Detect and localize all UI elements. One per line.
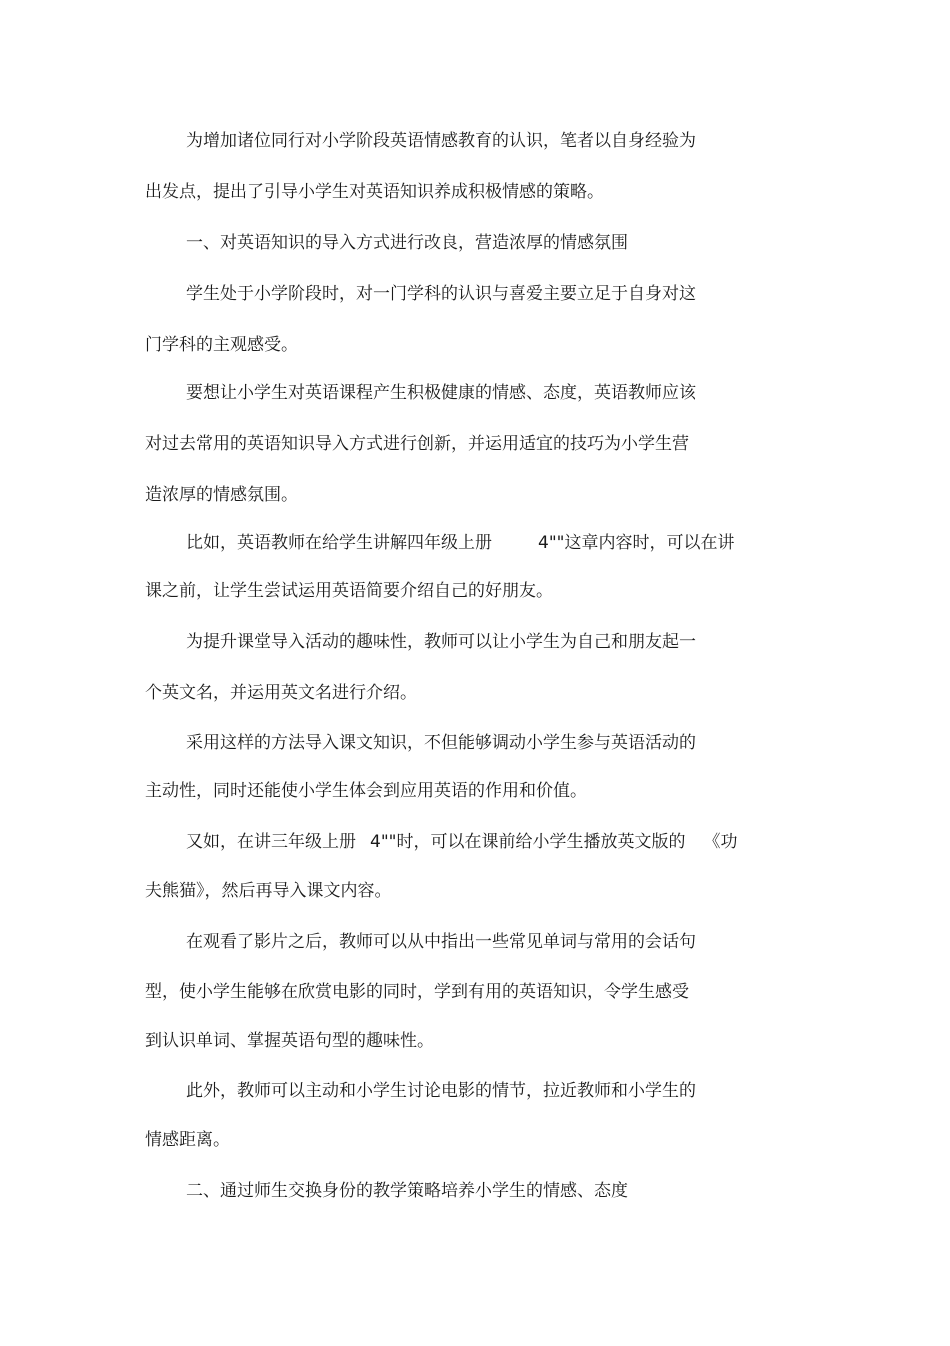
text-line: 学生处于小学阶段时，对一门学科的认识与喜爱主要立足于自身对这	[186, 284, 696, 304]
text-segment: 这章内容时，可以在讲	[564, 533, 735, 553]
text-line: 采用这样的方法导入课文知识，不但能够调动小学生参与英语活动的	[186, 733, 696, 753]
text-segment: 比如，英语教师在给学生讲解四年级上册	[186, 533, 492, 553]
text-segment: 4""	[370, 832, 397, 852]
text-line: 到认识单词、掌握英语句型的趣味性。	[145, 1031, 434, 1051]
text-line: 型，使小学生能够在欣赏电影的同时，学到有用的英语知识，令学生感受	[145, 982, 689, 1002]
text-line: 对过去常用的英语知识导入方式进行创新，并运用适宜的技巧为小学生营	[145, 434, 689, 454]
section-heading-1: 一、对英语知识的导入方式进行改良，营造浓厚的情感氛围	[186, 233, 628, 253]
text-line	[186, 531, 734, 555]
text-line: 此外，教师可以主动和小学生讨论电影的情节，拉近教师和小学生的	[186, 1081, 696, 1101]
text-line: 门学科的主观感受。	[145, 335, 298, 355]
text-segment: 时，可以在课前给小学生播放英文版的	[396, 832, 686, 852]
text-line: 要想让小学生对英语课程产生积极健康的情感、态度，英语教师应该	[186, 383, 696, 403]
text-line: 在观看了影片之后，教师可以从中指出一些常见单词与常用的会话句	[186, 932, 696, 952]
text-segment: 又如，在讲三年级上册	[186, 832, 356, 852]
text-line: 课之前，让学生尝试运用英语简要介绍自己的好朋友。	[145, 581, 553, 601]
text-line: 造浓厚的情感氛围。	[145, 485, 298, 505]
text-line: 为提升课堂导入活动的趣味性，教师可以让小学生为自己和朋友起一	[186, 632, 696, 652]
text-segment: 《功	[703, 832, 738, 852]
text-line: 出发点，提出了引导小学生对英语知识养成积极情感的策略。	[145, 182, 604, 202]
text-line: 为增加诸位同行对小学阶段英语情感教育的认识，笔者以自身经验为	[186, 131, 696, 151]
text-segment: 4""	[538, 533, 565, 553]
text-line: 情感距离。	[145, 1130, 230, 1150]
text-line: 个英文名，并运用英文名进行介绍。	[145, 683, 417, 703]
text-line: 主动性，同时还能使小学生体会到应用英语的作用和价值。	[145, 781, 587, 801]
section-heading-2: 二、通过师生交换身份的教学策略培养小学生的情感、态度	[186, 1181, 628, 1201]
text-line	[186, 830, 737, 854]
text-line: 夫熊猫》，然后再导入课文内容。	[145, 881, 392, 901]
